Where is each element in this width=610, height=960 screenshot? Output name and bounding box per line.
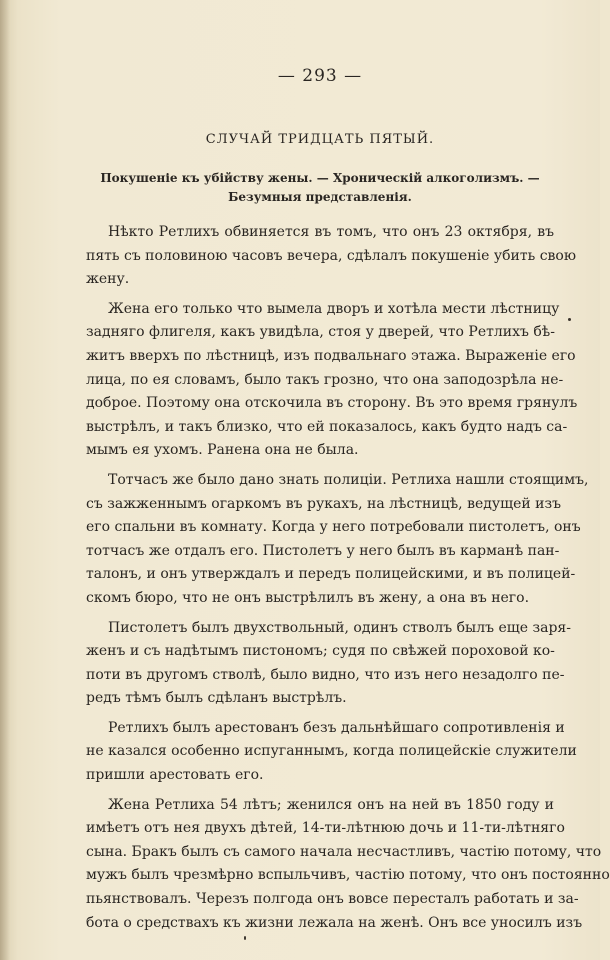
text-line: Жена Ретлиха 54 лѣтъ; женился онъ на ней въ 1850 году и: [108, 796, 554, 813]
text-line: Тотчасъ же было дано знать полиціи. Ретлиха нашли стоящимъ,: [108, 471, 589, 488]
text-line: пять съ половиною часовъ вечера, сдѣлалъ покушеніе убить свою: [86, 247, 577, 264]
text-line: Пистолетъ былъ двухствольный, одинъ стволъ былъ еще заря-: [108, 619, 571, 636]
text-line: скомъ бюро, что не онъ выстрѣлилъ въ жену, а она въ него.: [86, 589, 530, 606]
paragraph: [86, 717, 577, 788]
text-line: житъ вверхъ по лѣстницѣ, изъ подвальнаго этажа. Выраженіе его: [86, 347, 576, 364]
text-line: редъ тѣмъ былъ сдѣланъ выстрѣлъ.: [86, 690, 347, 707]
text-line: не казался особенно испуганнымъ, когда полицейскіе служители: [86, 743, 577, 760]
paragraph: [86, 298, 578, 463]
subtitle-line: Покушеніе къ убійству жены. — Хроническій алкоголизмъ. —: [100, 171, 540, 185]
text-line: тотчасъ же отдалъ его. Пистолетъ у него былъ въ карманѣ пан-: [86, 542, 560, 559]
body-text: [86, 221, 610, 935]
text-line: пьянствовалъ. Черезъ полгода онъ вовсе пересталъ работать и за-: [86, 891, 579, 908]
text-line: талонъ, и онъ утверждалъ и передъ полицейскими, и въ полицей-: [86, 566, 576, 583]
text-line: Ретлихъ былъ арестованъ безъ дальнѣйшаго сопротивленія и: [108, 719, 565, 736]
text-line: жену.: [86, 271, 130, 288]
chapter-title: СЛУЧАЙ ТРИДЦАТЬ ПЯТЫЙ.: [205, 132, 435, 147]
text-line: выстрѣлъ, и такъ близко, что ей показалось, какъ будто надъ са-: [86, 418, 568, 435]
paragraph: [86, 794, 610, 936]
text-line: Нѣкто Ретлихъ обвиняется въ томъ, что онъ 23 октября, въ: [108, 224, 554, 240]
text-line: бота о средствахъ къ жизни лежала на женѣ. Онъ все уносилъ изъ: [86, 914, 583, 931]
margin-speck: [568, 318, 571, 321]
chapter-subtitle: [86, 169, 554, 207]
page-number: — 293 —: [277, 66, 363, 86]
gutter-shadow: [0, 0, 10, 960]
paragraph: [86, 469, 589, 611]
text-line: лица, по ея словамъ, было такъ грозно, что она заподозрѣла не-: [86, 371, 564, 388]
text-line: его спальни въ комнату. Когда у него потребовали пистолетъ, онъ: [86, 519, 581, 536]
text-line: поти въ другомъ стволѣ, было видно, что изъ него незадолго пе-: [86, 666, 565, 683]
subtitle-line: Безумныя представленія.: [228, 190, 412, 204]
paragraph: [86, 221, 577, 292]
text-line: женъ и съ надѣтымъ пистономъ; судя по свѣжей пороховой ко-: [86, 643, 555, 660]
text-line: мужъ былъ чрезмѣрно вспыльчивъ, частію потому, что онъ постоянно: [86, 867, 610, 884]
text-line: задняго флигеля, какъ увидѣла, стоя у дверей, что Ретлихъ бѣ-: [86, 324, 555, 341]
text-line: имѣетъ отъ нея двухъ дѣтей, 14-ти-лѣтнюю дочь и 11-ти-лѣтняго: [86, 820, 565, 837]
text-line: доброе. Поэтому она отскочила въ сторону. Въ это время грянулъ: [86, 395, 578, 412]
text-line: мымъ ея ухомъ. Ранена она не была.: [86, 442, 359, 459]
page-content: [86, 66, 610, 941]
paragraph: [86, 617, 571, 711]
text-line: сына. Бракъ былъ съ самого начала несчастливъ, частію потому, что: [86, 843, 602, 860]
text-line: пришли арестовать его.: [86, 767, 264, 784]
text-line: съ зажженнымъ огаркомъ въ рукахъ, на лѣстницѣ, ведущей изъ: [86, 495, 562, 512]
text-line: Жена его только что вымела дворъ и хотѣла мести лѣстницу: [108, 300, 560, 317]
